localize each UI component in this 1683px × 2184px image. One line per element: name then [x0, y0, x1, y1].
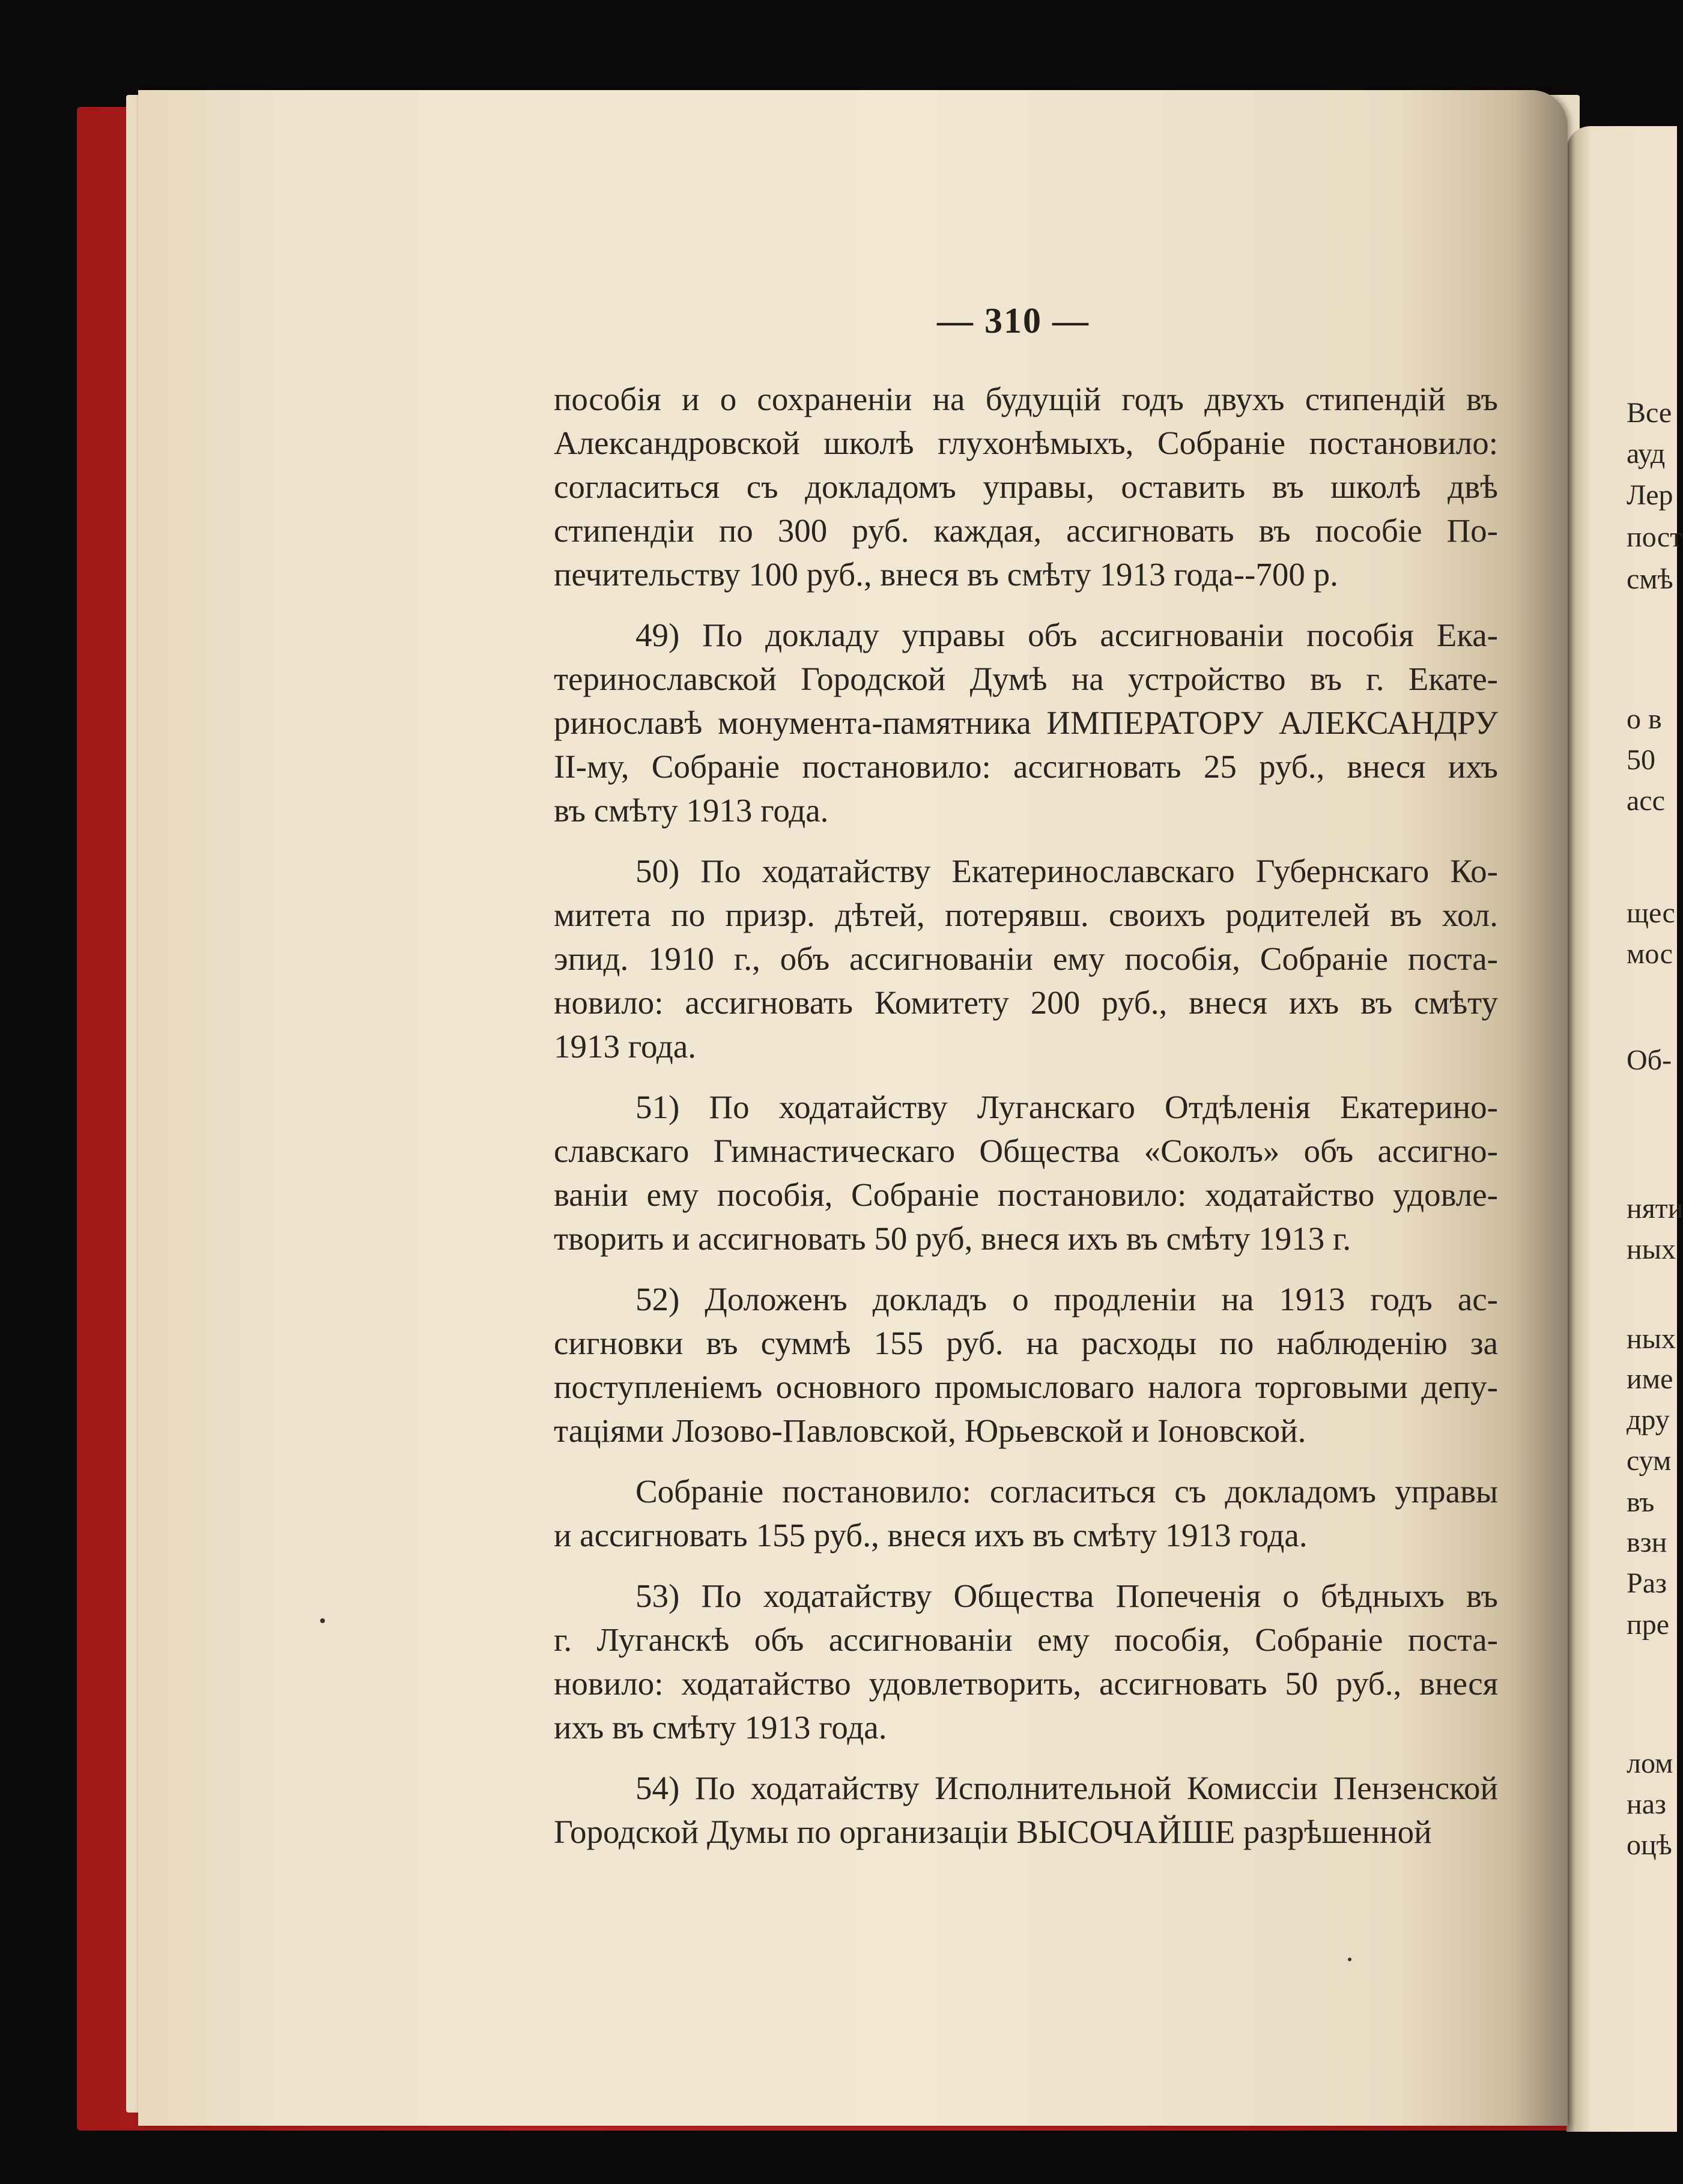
- next-page-text-fragment: дру: [1627, 1404, 1670, 1436]
- next-page-text-fragment: пре: [1627, 1609, 1669, 1641]
- text-line: поступленіемъ основного промысловаго налога торговыми депу-: [554, 1369, 1498, 1405]
- next-page-text-fragment: въ: [1627, 1486, 1655, 1518]
- text-line: Александровской школѣ глухонѣмыхъ, Собраніе постановило:: [554, 425, 1498, 461]
- next-page-text-fragment: име: [1627, 1363, 1673, 1395]
- text-line: Городской Думы по организаціи ВЫСОЧАЙШЕ разрѣшенной: [554, 1813, 1432, 1850]
- next-page-text-fragment: мос: [1627, 938, 1673, 970]
- text-line: 51) По ходатайству Луганскаго Отдѣленія Екатерино-: [635, 1089, 1498, 1125]
- next-page-text-fragment: Все: [1627, 397, 1672, 429]
- text-line: таціями Лозово-Павловской, Юрьевской и Іоновской.: [554, 1412, 1306, 1449]
- text-line: новило: ассигновать Комитету 200 руб., внеся ихъ въ смѣту: [554, 984, 1498, 1021]
- text-line: сигновки въ суммѣ 155 руб. на расходы по наблюденію за: [554, 1325, 1498, 1361]
- text-line: 50) По ходатайству Екатеринославскаго Губернскаго Ко-: [635, 853, 1498, 889]
- next-page-edge: [1566, 126, 1683, 2132]
- next-page-text-fragment: взн: [1627, 1526, 1667, 1558]
- paragraph: [554, 849, 1498, 1068]
- text-line: эпид. 1910 г., объ ассигнованіи ему пособія, Собраніе поста-: [554, 940, 1498, 977]
- text-line: митета по призр. дѣтей, потерявш. своихъ родителей въ хол.: [554, 897, 1498, 933]
- text-line: славскаго Гимнастическаго Общества «Соколъ» объ ассигно-: [554, 1133, 1498, 1169]
- next-page-text-fragment: ауд: [1627, 438, 1666, 470]
- text-line: г. Луганскѣ объ ассигнованіи ему пособія, Собраніе поста-: [554, 1621, 1498, 1658]
- next-page-text-fragment: 50: [1627, 744, 1655, 776]
- next-page-text-fragment: наз: [1627, 1788, 1666, 1820]
- next-page-text-fragment: Раз: [1627, 1567, 1667, 1599]
- paragraph: [554, 377, 1498, 596]
- ink-speck: [1348, 1958, 1351, 1961]
- text-line: пособія и о сохраненіи на будущій годъ двухъ стипендій въ: [554, 381, 1498, 417]
- next-page-text-fragment: ных: [1627, 1323, 1676, 1355]
- text-line: ринославѣ монумента-памятника ИМПЕРАТОРУ АЛЕКСАНДРУ: [554, 704, 1498, 741]
- text-line: ваніи ему пособія, Собраніе постановило: ходатайство удовле-: [554, 1176, 1498, 1213]
- text-line: согласиться съ докладомъ управы, оставить въ школѣ двѣ: [554, 468, 1498, 505]
- text-line: въ смѣту 1913 года.: [554, 792, 829, 829]
- ink-speck: [320, 1618, 325, 1623]
- paragraph: [554, 1277, 1498, 1453]
- next-page-text-fragment: щес: [1627, 897, 1675, 929]
- paragraph: [554, 613, 1498, 832]
- text-line: ихъ въ смѣту 1913 года.: [554, 1709, 887, 1746]
- text-line: 1913 года.: [554, 1028, 696, 1065]
- next-page-text-fragment: Лер: [1627, 479, 1673, 511]
- next-page-text-fragment: смѣ: [1627, 563, 1673, 595]
- paragraph: [554, 1574, 1498, 1749]
- next-page-text-fragment: лом: [1627, 1747, 1673, 1779]
- next-page-text-fragment: няти: [1627, 1193, 1683, 1224]
- paragraph: [554, 1766, 1498, 1854]
- paragraph: [554, 1469, 1498, 1557]
- next-page-text-fragment: асс: [1627, 785, 1665, 817]
- text-line: 52) Доложенъ докладъ о продленіи на 1913 годъ ас-: [635, 1281, 1498, 1317]
- text-line: 49) По докладу управы объ ассигнованіи пособія Ека-: [635, 617, 1498, 653]
- text-line: теринославской Городской Думѣ на устройство въ г. Екате-: [554, 661, 1498, 697]
- next-page-text-fragment: пост: [1627, 521, 1683, 553]
- text-line: печительству 100 руб., внеся въ смѣту 1913 года--700 р.: [554, 556, 1338, 593]
- text-line: 53) По ходатайству Общества Попеченія о бѣдныхъ въ: [635, 1578, 1498, 1614]
- text-line: II-му, Собраніе постановило: ассигновать 25 руб., внеся ихъ: [554, 748, 1498, 785]
- next-page-text-fragment: сум: [1627, 1445, 1672, 1477]
- next-page-text-fragment: ных: [1627, 1233, 1676, 1265]
- text-line: и ассигновать 155 руб., внеся ихъ въ смѣту 1913 года.: [554, 1517, 1308, 1553]
- next-page-text-fragment: о в: [1627, 703, 1662, 735]
- text-line: творить и ассигновать 50 руб, внеся ихъ въ смѣту 1913 г.: [554, 1220, 1351, 1257]
- text-line: 54) По ходатайству Исполнительной Комиссіи Пензенской: [635, 1770, 1498, 1806]
- next-page-text-fragment: оцѣ: [1627, 1829, 1672, 1861]
- page-text-block: [554, 377, 1498, 1854]
- text-line: новило: ходатайство удовлетворить, ассигновать 50 руб., внеся: [554, 1665, 1498, 1702]
- paragraph: [554, 1085, 1498, 1260]
- text-line: Собраніе постановило: согласиться съ докладомъ управы: [635, 1473, 1498, 1510]
- page-number: — 310 —: [937, 301, 1090, 340]
- next-page-text-fragment: Об-: [1627, 1044, 1672, 1076]
- text-line: стипендіи по 300 руб. каждая, ассигновать въ пособіе По-: [554, 512, 1498, 549]
